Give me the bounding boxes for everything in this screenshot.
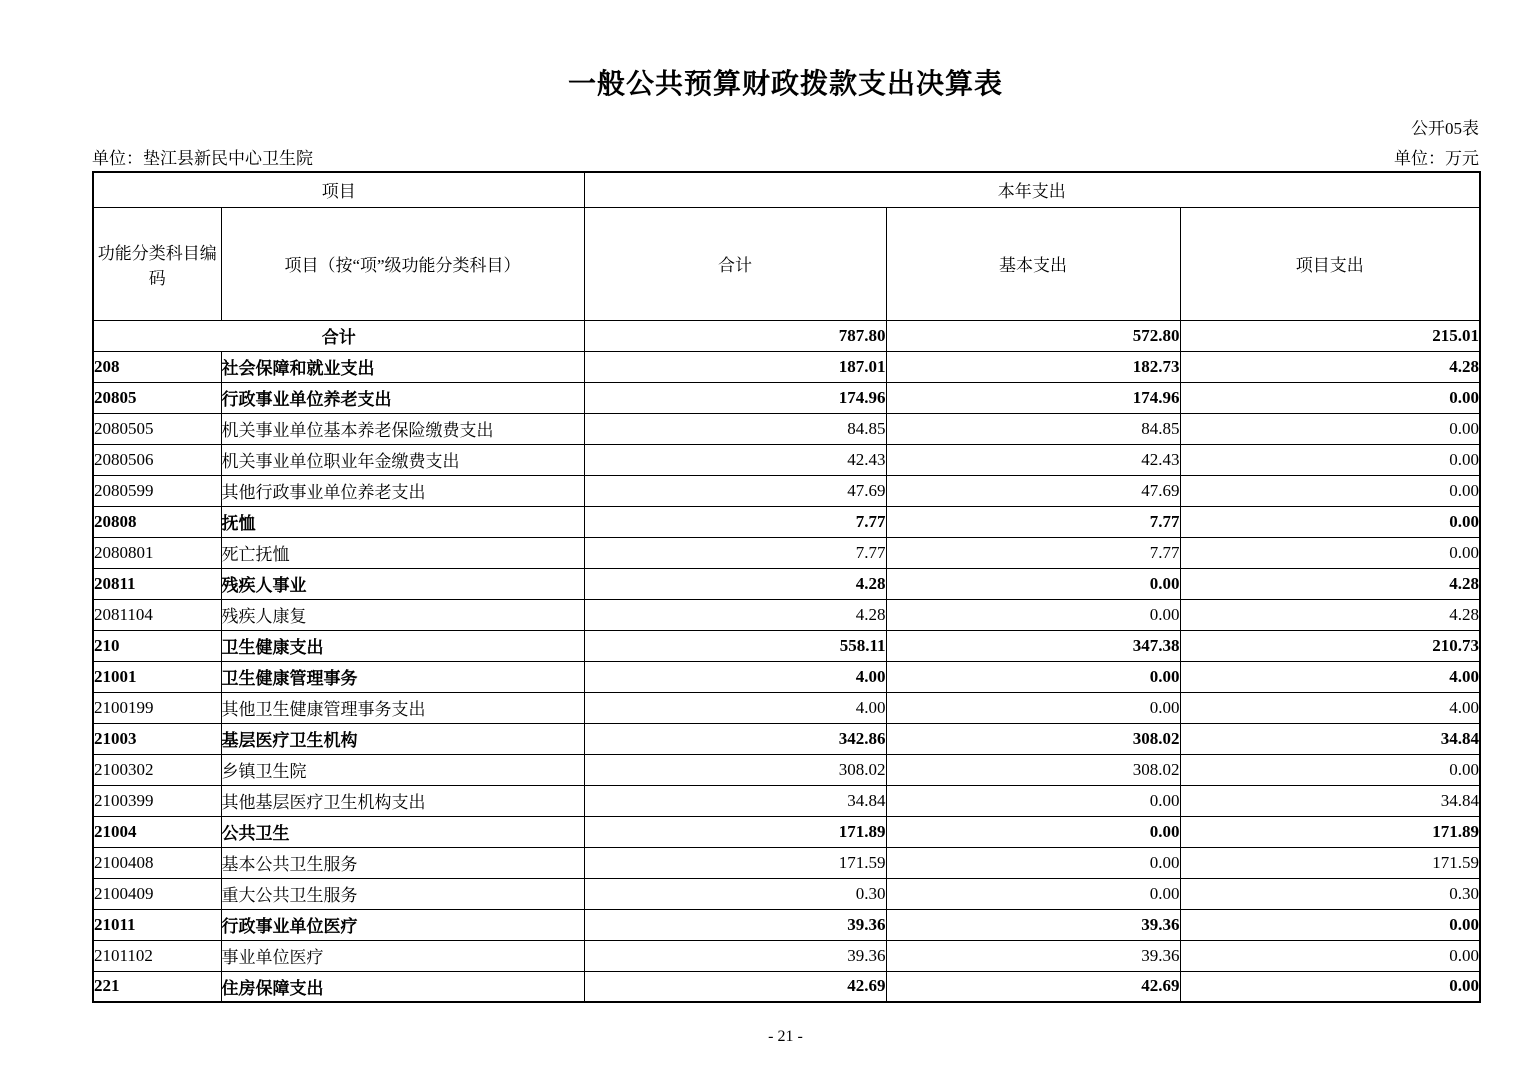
header-col-project: 项目支出 [1180, 207, 1480, 320]
table-row [93, 754, 1480, 785]
row-total-value: 342.86 [584, 723, 886, 754]
row-code: 21004 [93, 816, 221, 847]
table-row [93, 506, 1480, 537]
total-row-total: 787.80 [584, 320, 886, 351]
table-row [93, 537, 1480, 568]
header-columns-row [93, 207, 1480, 320]
row-basic-value: 42.43 [886, 444, 1180, 475]
row-code: 2080599 [93, 475, 221, 506]
row-code: 2080505 [93, 413, 221, 444]
page-number: - 21 - [768, 1028, 803, 1045]
row-code: 21003 [93, 723, 221, 754]
row-basic-value: 42.69 [886, 971, 1180, 1002]
table-row [93, 661, 1480, 692]
table-row [93, 692, 1480, 723]
row-basic-value: 347.38 [886, 630, 1180, 661]
row-item: 基层医疗卫生机构 [221, 723, 584, 754]
row-basic-value: 174.96 [886, 382, 1180, 413]
row-item: 卫生健康管理事务 [221, 661, 584, 692]
row-total-value: 34.84 [584, 785, 886, 816]
row-basic-value: 0.00 [886, 785, 1180, 816]
row-basic-value: 0.00 [886, 878, 1180, 909]
table-row [93, 909, 1480, 940]
row-total-value: 171.59 [584, 847, 886, 878]
row-item: 社会保障和就业支出 [221, 351, 584, 382]
row-item: 卫生健康支出 [221, 630, 584, 661]
header-col-total: 合计 [584, 207, 886, 320]
total-row-project: 215.01 [1180, 320, 1480, 351]
table-row [93, 878, 1480, 909]
row-total-value: 42.69 [584, 971, 886, 1002]
row-code: 21011 [93, 909, 221, 940]
row-item: 机关事业单位职业年金缴费支出 [221, 444, 584, 475]
unit-name-label: 单位：垫江县新民中心卫生院 [92, 149, 313, 168]
row-code: 2081104 [93, 599, 221, 630]
row-project-value: 0.00 [1180, 382, 1480, 413]
header-col-item: 项目（按“项”级功能分类科目） [221, 207, 584, 320]
row-code: 2080801 [93, 537, 221, 568]
table-row [93, 847, 1480, 878]
row-item: 其他行政事业单位养老支出 [221, 475, 584, 506]
row-basic-value: 0.00 [886, 692, 1180, 723]
row-project-value: 0.30 [1180, 878, 1480, 909]
row-item: 其他基层医疗卫生机构支出 [221, 785, 584, 816]
row-project-value: 4.28 [1180, 599, 1480, 630]
row-total-value: 4.00 [584, 661, 886, 692]
row-total-value: 0.30 [584, 878, 886, 909]
row-basic-value: 7.77 [886, 537, 1180, 568]
table-row [93, 630, 1480, 661]
row-basic-value: 0.00 [886, 599, 1180, 630]
row-total-value: 7.77 [584, 506, 886, 537]
row-basic-value: 39.36 [886, 940, 1180, 971]
row-total-value: 39.36 [584, 940, 886, 971]
row-total-value: 42.43 [584, 444, 886, 475]
row-project-value: 34.84 [1180, 785, 1480, 816]
row-item: 死亡抚恤 [221, 537, 584, 568]
row-total-value: 39.36 [584, 909, 886, 940]
row-item: 机关事业单位基本养老保险缴费支出 [221, 413, 584, 444]
header-group-project: 项目 [93, 172, 584, 207]
row-total-value: 4.00 [584, 692, 886, 723]
table-row [93, 971, 1480, 1002]
row-item: 事业单位医疗 [221, 940, 584, 971]
row-code: 2100399 [93, 785, 221, 816]
header-col-code: 功能分类科目编码 [93, 207, 221, 320]
header-group-row [93, 172, 1480, 207]
row-project-value: 0.00 [1180, 909, 1480, 940]
row-basic-value: 182.73 [886, 351, 1180, 382]
table-code-label: 公开05表 [1411, 119, 1479, 138]
row-item: 乡镇卫生院 [221, 754, 584, 785]
table-row [93, 723, 1480, 754]
row-project-value: 210.73 [1180, 630, 1480, 661]
table-row [93, 568, 1480, 599]
table-row [93, 816, 1480, 847]
row-total-value: 171.89 [584, 816, 886, 847]
total-row [93, 320, 1480, 351]
row-basic-value: 0.00 [886, 847, 1180, 878]
row-total-value: 4.28 [584, 568, 886, 599]
budget-table [92, 171, 1481, 1003]
table-row [93, 785, 1480, 816]
row-project-value: 4.28 [1180, 351, 1480, 382]
row-total-value: 558.11 [584, 630, 886, 661]
table-row [93, 444, 1480, 475]
row-basic-value: 84.85 [886, 413, 1180, 444]
row-item: 住房保障支出 [221, 971, 584, 1002]
row-basic-value: 308.02 [886, 754, 1180, 785]
row-total-value: 7.77 [584, 537, 886, 568]
row-basic-value: 47.69 [886, 475, 1180, 506]
row-basic-value: 0.00 [886, 816, 1180, 847]
row-code: 21001 [93, 661, 221, 692]
meta-line [92, 144, 1479, 169]
row-basic-value: 39.36 [886, 909, 1180, 940]
row-project-value: 4.28 [1180, 568, 1480, 599]
row-basic-value: 0.00 [886, 661, 1180, 692]
row-code: 2080506 [93, 444, 221, 475]
table-row [93, 599, 1480, 630]
row-item: 重大公共卫生服务 [221, 878, 584, 909]
row-project-value: 0.00 [1180, 971, 1480, 1002]
row-total-value: 174.96 [584, 382, 886, 413]
row-basic-value: 7.77 [886, 506, 1180, 537]
row-item: 残疾人事业 [221, 568, 584, 599]
unit-money-label: 单位：万元 [1394, 149, 1479, 168]
table-row [93, 940, 1480, 971]
row-basic-value: 0.00 [886, 568, 1180, 599]
row-code: 210 [93, 630, 221, 661]
row-project-value: 0.00 [1180, 940, 1480, 971]
table-row [93, 382, 1480, 413]
row-total-value: 187.01 [584, 351, 886, 382]
row-code: 208 [93, 351, 221, 382]
row-item: 基本公共卫生服务 [221, 847, 584, 878]
header-group-current-year: 本年支出 [584, 172, 1480, 207]
row-code: 2100408 [93, 847, 221, 878]
row-code: 2100409 [93, 878, 221, 909]
table-row [93, 413, 1480, 444]
row-project-value: 4.00 [1180, 661, 1480, 692]
row-code: 20811 [93, 568, 221, 599]
row-project-value: 0.00 [1180, 506, 1480, 537]
row-project-value: 0.00 [1180, 444, 1480, 475]
table-row [93, 475, 1480, 506]
table-body [93, 320, 1480, 1002]
row-project-value: 0.00 [1180, 754, 1480, 785]
row-project-value: 0.00 [1180, 475, 1480, 506]
row-total-value: 47.69 [584, 475, 886, 506]
row-code: 2101102 [93, 940, 221, 971]
row-project-value: 0.00 [1180, 537, 1480, 568]
row-basic-value: 308.02 [886, 723, 1180, 754]
row-item: 残疾人康复 [221, 599, 584, 630]
row-item: 其他卫生健康管理事务支出 [221, 692, 584, 723]
row-total-value: 84.85 [584, 413, 886, 444]
row-project-value: 34.84 [1180, 723, 1480, 754]
row-code: 20808 [93, 506, 221, 537]
total-row-basic: 572.80 [886, 320, 1180, 351]
row-code: 20805 [93, 382, 221, 413]
total-row-label: 合计 [93, 320, 584, 351]
row-total-value: 4.28 [584, 599, 886, 630]
row-code: 221 [93, 971, 221, 1002]
row-project-value: 4.00 [1180, 692, 1480, 723]
table-row [93, 351, 1480, 382]
row-item: 行政事业单位医疗 [221, 909, 584, 940]
row-total-value: 308.02 [584, 754, 886, 785]
header-col-basic: 基本支出 [886, 207, 1180, 320]
row-project-value: 171.59 [1180, 847, 1480, 878]
row-item: 抚恤 [221, 506, 584, 537]
row-project-value: 0.00 [1180, 413, 1480, 444]
row-item: 公共卫生 [221, 816, 584, 847]
row-code: 2100302 [93, 754, 221, 785]
row-project-value: 171.89 [1180, 816, 1480, 847]
row-code: 2100199 [93, 692, 221, 723]
page-title: 一般公共预算财政拨款支出决算表 [567, 69, 1003, 100]
row-item: 行政事业单位养老支出 [221, 382, 584, 413]
